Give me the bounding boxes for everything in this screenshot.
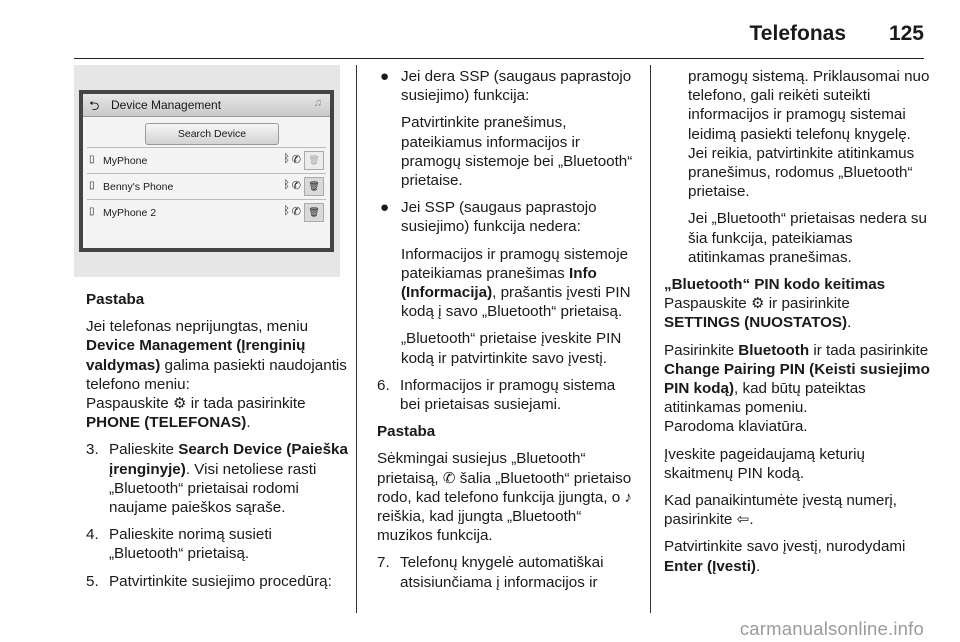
phone-icon: ▯ <box>89 206 95 217</box>
paragraph: Pasirinkite Bluetooth ir tada pasirinkite Change Pairing PIN (Keisti susiejimo PIN kodą), kad būtų pateiktas atitinkamas pomeniu. Parodoma klaviatūra. <box>664 341 930 436</box>
display-screen <box>79 90 334 252</box>
bullet-subtext: Informacijos ir pramogų sistemoje pateikiamas pranešimas Info (Informacija), prašantis įvesti PIN kodą į savo „Bluetooth“ prietaisą. <box>401 245 631 321</box>
screen-title: Device Management <box>111 98 222 112</box>
bluetooth-music-icon: ᛒ <box>283 205 290 217</box>
column-1 <box>86 290 348 599</box>
bullet-subtext: „Bluetooth“ prietaise įveskite PIN kodą ir patvirtinkite savo įvestį. <box>401 330 622 367</box>
phone-call-icon: ✆ <box>291 154 301 166</box>
list-item: 6. Informacijos ir pramogų sistema bei prietaisas susiejami. <box>377 376 616 414</box>
back-icon: ⮌ <box>89 98 100 113</box>
device-name: MyPhone <box>103 155 148 167</box>
note-title: Pastaba <box>86 291 145 308</box>
watermark: carmanualsonline.info <box>739 618 924 639</box>
page-number: 125 <box>888 22 924 45</box>
phone-icon: ▯ <box>89 180 95 191</box>
note-title: Pastaba <box>377 423 436 441</box>
column-3 <box>664 67 930 584</box>
note-text: Sėkmingai susiejus „Bluetooth“ prietaisą, ✆ šalia „Bluetooth“ prietaiso rodo, kad telefono funkcija įjungta, o ♪ reiškia, kad įjungta „Bluetooth“ muzikos funkcija. <box>377 450 632 545</box>
note-text: Jei telefonas neprijungtas, meniu Device Management (Įrenginių valdymas) galima pasiekti naudojantis telefono meniu: Paspauskite ⚙ ir tada pasirinkite PHONE (TELEFONAS). <box>86 318 347 432</box>
bluetooth-music-icon: ᛒ <box>283 153 290 165</box>
trash-icon: 🗑 <box>304 177 324 196</box>
trash-icon: 🗑 <box>304 151 324 170</box>
phone-icon: ▯ <box>89 154 95 165</box>
column-2 <box>377 67 639 600</box>
trash-icon: 🗑 <box>304 203 324 222</box>
bullet-item: ● Jei SSP (saugaus paprastojo susiejimo) funkcija nedera: <box>380 199 597 236</box>
phone-call-icon: ✆ <box>291 180 301 192</box>
column-divider <box>356 65 357 613</box>
screen-title-bar <box>83 94 330 117</box>
phone-call-icon: ✆ <box>291 206 301 218</box>
bullet-item: ● Jei dera SSP (saugaus paprastojo susiejimo) funkcija: <box>380 68 632 105</box>
list-item: 7. Telefonų knygelė automatiškai atsisiunčiama į informacijos ir <box>377 554 604 591</box>
continued-text: pramogų sistemą. Priklausomai nuo telefono, gali reikėti suteikti informacijos ir pramogų sistemai leidimą pasiekti telefonų knygelę. Jei reikia, patvirtinkite atitinkamus pranešimus, rodomus „Bluetooth“ prietaise. <box>688 68 930 201</box>
device-row <box>87 173 326 199</box>
list-item: 3. Palieskite Search Device (Paieška įrenginyje). Visi netoliese rasti „Bluetooth“ prietaisai rodomi naujame paieškos sąraše. <box>86 441 348 517</box>
paragraph: Paspauskite ⚙ ir pasirinkite SETTINGS (NUOSTATOS). <box>664 295 852 332</box>
device-name: MyPhone 2 <box>103 207 157 219</box>
device-row <box>87 199 326 225</box>
device-name: Benny's Phone <box>103 181 174 193</box>
device-row <box>87 147 326 173</box>
paragraph: Įveskite pageidaujamą keturių skaitmenų PIN kodą. <box>664 445 865 482</box>
music-note-icon: ♫ <box>313 97 322 109</box>
bullet-subtext: Patvirtinkite pranešimus, pateikiamus informacijos ir pramogų sistemoje bei „Bluetooth“ prietaise. <box>401 114 633 190</box>
header-rule <box>74 58 924 59</box>
column-divider <box>650 65 651 613</box>
section-heading: „Bluetooth“ PIN kodo keitimas <box>664 276 886 294</box>
paragraph: Patvirtinkite savo įvestį, nurodydami Enter (Įvesti). <box>664 538 906 575</box>
page-title: Telefonas <box>749 22 846 45</box>
search-device-button: Search Device <box>145 123 279 145</box>
paragraph: Kad panaikintumėte įvestą numerį, pasirinkite ⇦. <box>664 492 898 529</box>
list-item: 4. Palieskite norimą susieti „Bluetooth“ prietaisą. <box>86 526 272 563</box>
list-item: 5. Patvirtinkite susiejimo procedūrą: <box>86 572 332 590</box>
bluetooth-music-icon: ᛒ <box>283 179 290 191</box>
continued-text: Jei „Bluetooth“ prietaisas nedera su šia funkcija, pateikiamas atitinkamas pranešimas. <box>688 210 927 266</box>
device-management-figure <box>74 65 340 277</box>
page-header <box>0 22 960 58</box>
